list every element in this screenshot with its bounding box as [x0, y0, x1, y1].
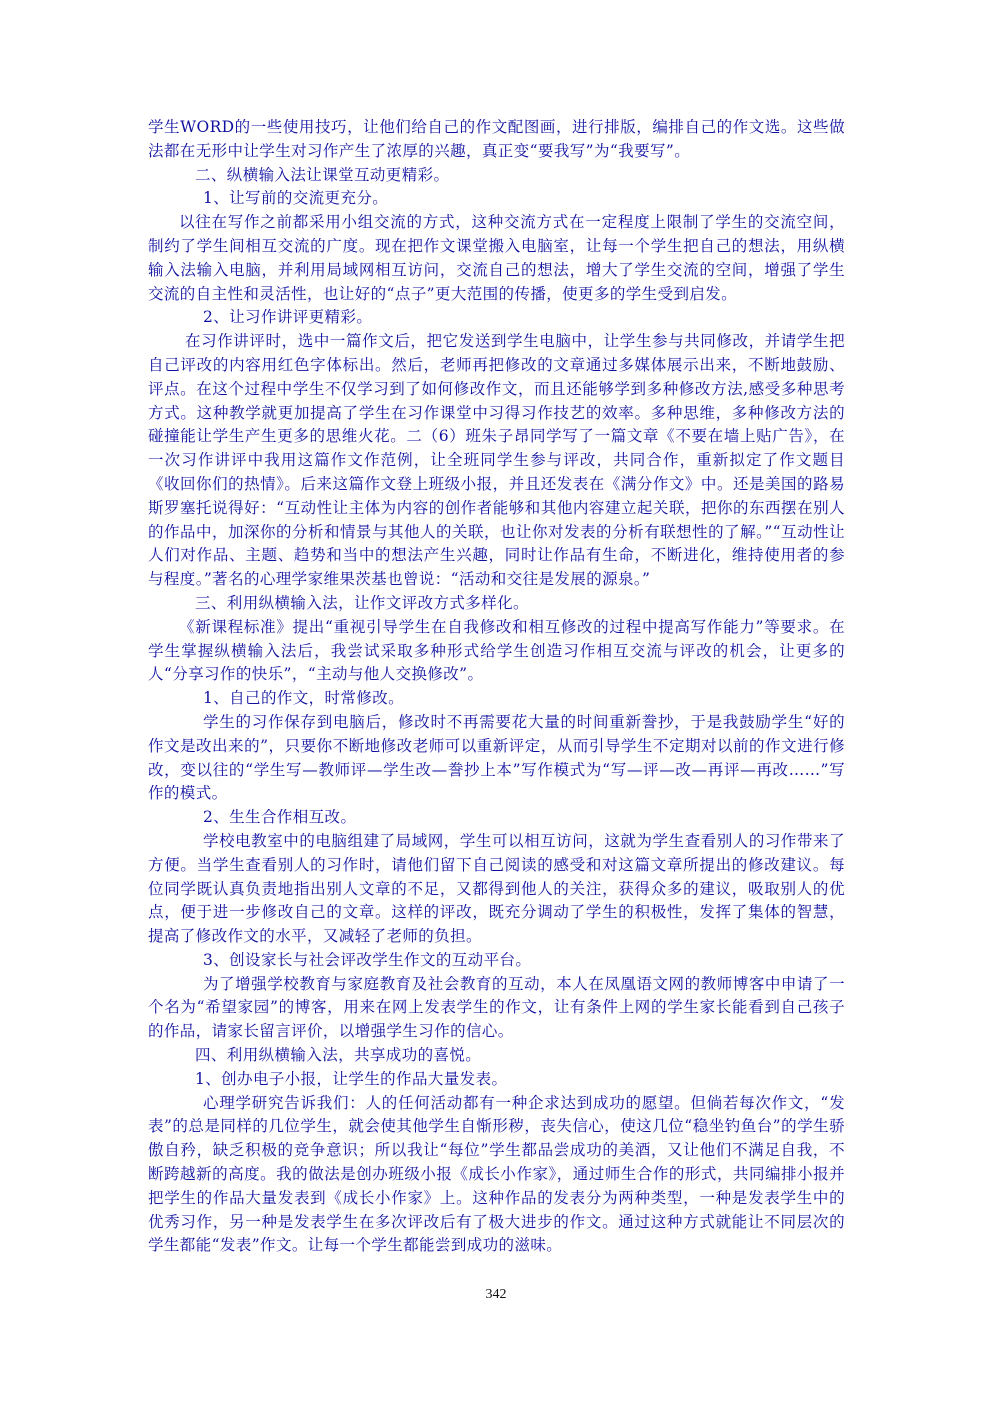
paragraph-3-2: 学校电教室中的电脑组建了局域网，学生可以相互访问，这就为学生查看别人的习作带来了方便。当学生查看别人的习作时，请他们留下自己阅读的感受和对这篇文章所提出的修改建议。每位同学既认真负责地指出别人文章的不足，又都得到他人的关注，获得众多的建议，吸取别人的优点，便于进一步修改自己的文章。这样的评改，既充分调动了学生的积极性，发挥了集体的智慧，提高了修改作文的水平，又减轻了老师的负担。 — [148, 831, 845, 946]
subheading-3-2: 2、生生合作相互改。 — [203, 808, 357, 827]
paragraph-4-1: 心理学研究告诉我们：人的任何活动都有一种企求达到成功的愿望。但倘若每次作文，“发表”的总是同样的几位学生，就会使其他学生自惭形秽，丧失信心，使这几位“稳坐钓鱼台”的学生骄傲自矜，缺乏积极的竞争意识；所以我让“每位”学生都品尝成功的美酒，又让他们不满足自我，不断跨越新的高度。我的做法是创办班级小报《成长小作家》，通过师生合作的形式，共同编排小报并把学生的作品大量发表到《成长小作家》上。这种作品的发表分为两种类型，一种是发表学生中的优秀习作，另一种是发表学生在多次评改后有了极大进步的作文。通过这种方式就能让不同层次的学生都能“发表”作文。让每一个学生都能尝到成功的滋味。 — [148, 1093, 845, 1255]
paragraph-intro: 学生WORD的一些使用技巧，让他们给自己的作文配图画，进行排版，编排自己的作文选。这些做法都在无形中让学生对习作产生了浓厚的兴趣，真正变“要我写”为“我要写”。 — [148, 118, 845, 160]
paragraph-3-1: 学生的习作保存到电脑后，修改时不再需要花大量的时间重新誊抄，于是我鼓励学生“好的作文是改出来的”，只要你不断地修改老师可以重新评定，从而引导学生不定期对以前的作文进行修改，变以往的“学生写—教师评—学生改—誊抄上本”写作模式为“写—评—改—再评—再改……”写作的模式。 — [148, 712, 845, 803]
subheading-2-2: 2、让习作讲评更精彩。 — [203, 308, 373, 327]
heading-section-4: 四、利用纵横输入法，共享成功的喜悦。 — [195, 1046, 482, 1065]
page-body — [148, 116, 845, 1258]
subheading-3-1: 1、自己的作文，时常修改。 — [203, 689, 405, 708]
heading-section-2: 二、纵横输入法让课堂互动更精彩。 — [195, 165, 450, 184]
subheading-2-1: 1、让写前的交流更充分。 — [203, 189, 389, 208]
paragraph-3-intro: 《新课程标准》提出“重视引导学生在自我修改和相互修改的过程中提高写作能力”等要求。在学生掌握纵横输入法后，我尝试采取多种形式给学生创造习作相互交流与评改的机会，让更多的人“分享习作的快乐”，“主动与他人交换修改”。 — [148, 617, 845, 684]
subheading-3-3: 3、创设家长与社会评改学生作文的互动平台。 — [203, 950, 532, 969]
paragraph-2-1: 以往在写作之前都采用小组交流的方式，这种交流方式在一定程度上限制了学生的交流空间，制约了学生间相互交流的广度。现在把作文课堂搬入电脑室，让每一个学生把自己的想法，用纵横输入法输入电脑，并利用局域网相互访问，交流自己的想法，增大了学生交流的空间，增强了学生交流的自主性和灵活性，也让好的“点子”更大范围的传播，使更多的学生受到启发。 — [148, 213, 845, 303]
paragraph-3-3: 为了增强学校教育与家庭教育及社会教育的互动，本人在凤凰语文网的教师博客中申请了一个名为“希望家园”的博客，用来在网上发表学生的作文，让有条件上网的学生家长能看到自己孩子的作品，请家长留言评价，以增强学生习作的信心。 — [148, 974, 845, 1041]
paragraph-2-2: 在习作讲评时，选中一篇作文后，把它发送到学生电脑中，让学生参与共同修改，并请学生把自己评改的内容用红色字体标出。然后，老师再把修改的文章通过多媒体展示出来，不断地鼓励、评点。在这个过程中学生不仅学习到了如何修改作文，而且还能够学到多种修改方法,感受多种思考方式。这种教学就更加提高了学生在习作课堂中习得习作技艺的效率。多种思维，多种修改方法的碰撞能让学生产生更多的思维火花。二（6）班朱子昂同学写了一篇文章《不要在墙上贴广告》，在一次习作讲评中我用这篇作文作范例，让全班同学生参与评改，共同合作，重新拟定了作文题目《收回你们的热情》。后来这篇作文登上班级小报，并且还发表在《满分作文》中。还是美国的路易斯罗塞托说得好：“互动性让主体为内容的创作者能够和其他内容建立起关联，把你的东西摆在别人的作品中，加深你的分析和情景与其他人的关联，也让你对发表的分析有联想性的了解。”“互动性让人们对作品、主题、趋势和当中的想法产生兴趣，同时让作品有生命，不断进化，维持使用者的参与程度。”著名的心理学家维果茨基也曾说：“活动和交往是发展的源泉。” — [148, 332, 845, 589]
page-number: 342 — [485, 1287, 507, 1302]
subheading-4-1: 1、创办电子小报，让学生的作品大量发表。 — [195, 1069, 508, 1088]
heading-section-3: 三、利用纵横输入法，让作文评改方式多样化。 — [195, 593, 529, 612]
